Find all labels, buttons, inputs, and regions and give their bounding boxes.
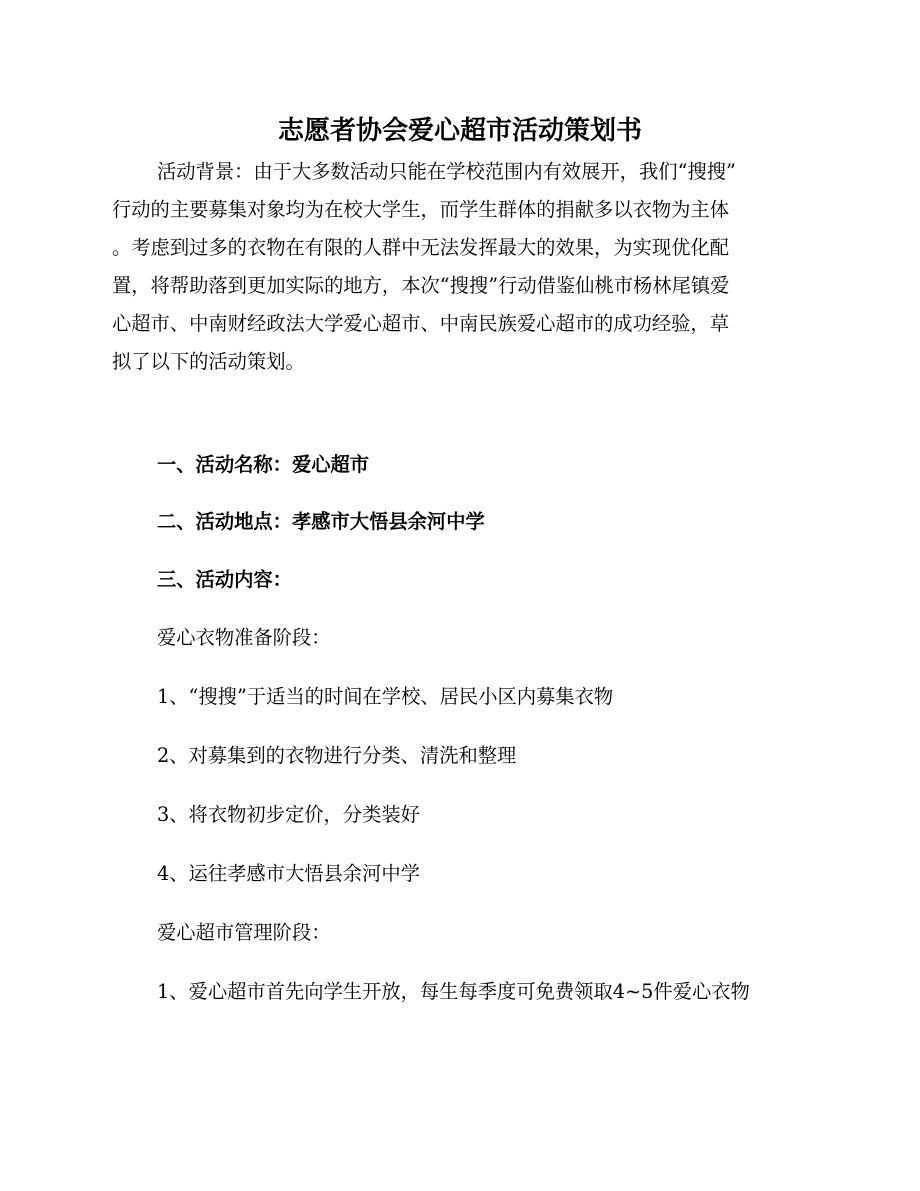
stage1-item: 2、对募集到的衣物进行分类、清洗和整理 <box>157 744 517 767</box>
section-heading-location: 二、活动地点：孝感市大悟县余河中学 <box>157 510 485 533</box>
background-line: 拟了以下的活动策划。 <box>112 350 305 373</box>
section-heading-name: 一、活动名称：爱心超市 <box>157 453 370 476</box>
stage1-item: 4、运往孝感市大悟县余河中学 <box>157 862 420 885</box>
section-heading-content: 三、活动内容： <box>157 568 292 591</box>
background-line: 活动背景：由于大多数活动只能在学校范围内有效展开，我们“搜搜” <box>157 160 736 183</box>
stage2-item: 1、爱心超市首先向学生开放，每生每季度可免费领取4~5件爱心衣物 <box>157 980 750 1003</box>
stage1-item: 3、将衣物初步定价，分类装好 <box>157 803 420 826</box>
background-line: 置，将帮助落到更加实际的地方，本次“搜搜”行动借鉴仙桃市杨林尾镇爱 <box>112 274 730 297</box>
stage1-heading: 爱心衣物准备阶段： <box>157 626 331 649</box>
document-title: 志愿者协会爱心超市活动策划书 <box>277 116 642 146</box>
stage2-heading: 爱心超市管理阶段： <box>157 921 331 944</box>
stage1-item: 1、“搜搜”于适当的时间在学校、居民小区内募集衣物 <box>157 685 614 708</box>
background-line: 心超市、中南财经政法大学爱心超市、中南民族爱心超市的成功经验，草 <box>112 312 729 335</box>
background-line: 行动的主要募集对象均为在校大学生，而学生群体的捐献多以衣物为主体 <box>112 198 729 221</box>
background-line: 。考虑到过多的衣物在有限的人群中无法发挥最大的效果，为实现优化配 <box>112 236 729 259</box>
